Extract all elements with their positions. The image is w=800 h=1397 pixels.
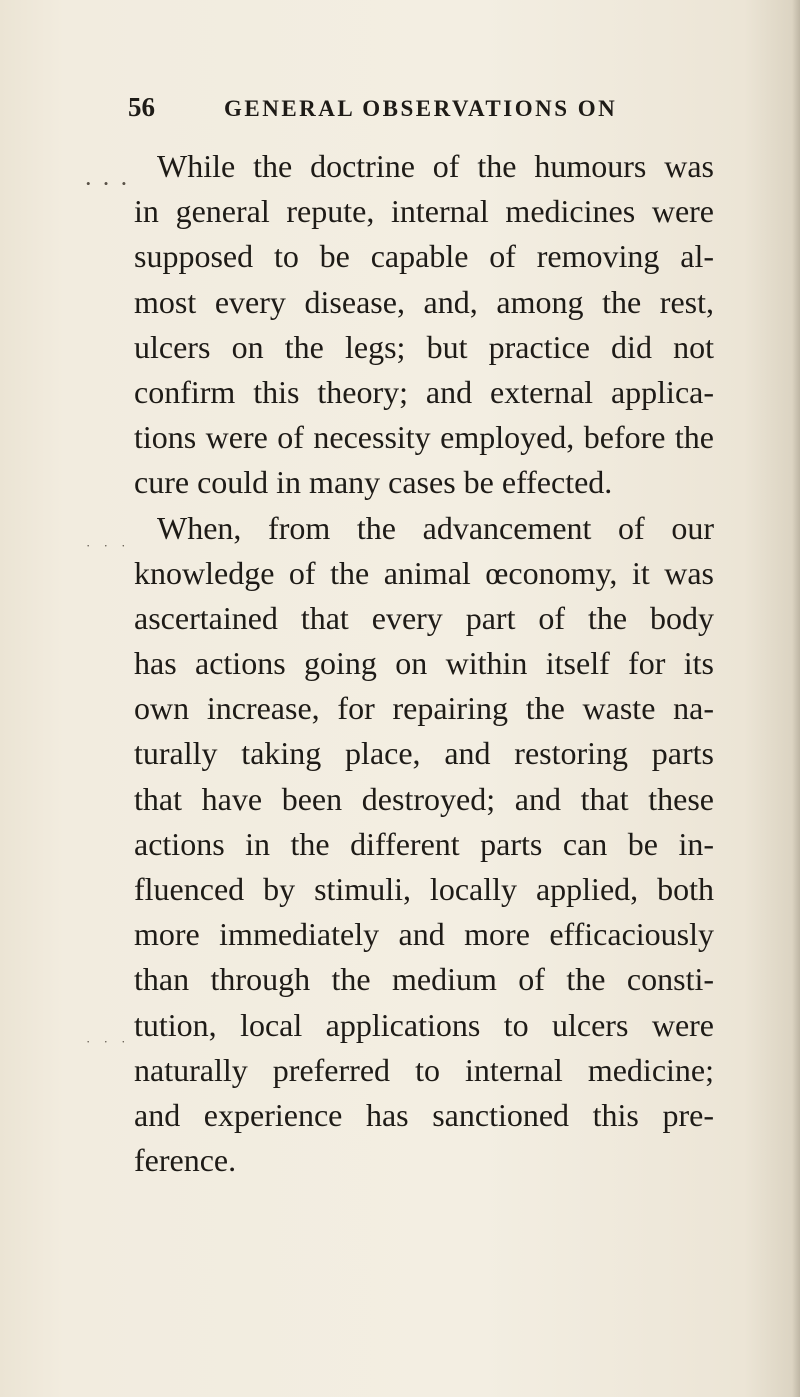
- text-line: own increase, for repairing the waste na-: [134, 690, 714, 727]
- text-line: tution, local applications to ulcers were: [134, 1006, 714, 1043]
- page-edge-shadow: [792, 0, 800, 1397]
- text-line: actions in the different parts can be in-: [134, 825, 714, 862]
- text-line: more immediately and more efficaciously: [134, 916, 714, 953]
- text-line: than through the medium of the consti-: [134, 961, 714, 998]
- text-line: knowledge of the animal œconomy, it was: [134, 554, 714, 591]
- text-line: When, from the advancement of our: [157, 509, 714, 546]
- text-line: has actions going on within itself for its: [134, 645, 714, 682]
- body-text: [134, 144, 714, 1183]
- text-line: supposed to be capable of removing al-: [134, 238, 714, 275]
- running-head-title: GENERAL OBSERVATIONS ON: [224, 96, 618, 121]
- text-line: ascertained that every part of the body: [134, 599, 714, 636]
- running-head: [128, 92, 688, 128]
- page-number: 56: [128, 92, 155, 122]
- text-line: cure could in many cases be effected.: [134, 464, 613, 501]
- margin-mark: · · ·: [86, 538, 131, 553]
- text-line: most every disease, and, among the rest,: [134, 283, 714, 320]
- text-line: that have been destroyed; and that these: [134, 780, 714, 817]
- margin-mark: • • •: [86, 176, 132, 191]
- text-line: While the doctrine of the humours was: [157, 148, 714, 184]
- margin-mark: · · ·: [86, 1034, 131, 1049]
- text-line: ference.: [134, 1142, 237, 1179]
- text-line: naturally preferred to internal medicine;: [134, 1051, 714, 1088]
- text-line: ulcers on the legs; but practice did not: [134, 328, 714, 365]
- text-line: tions were of necessity employed, before the: [134, 419, 714, 456]
- text-line: confirm this theory; and external applica-: [134, 373, 714, 410]
- text-line: turally taking place, and restoring parts: [134, 735, 714, 772]
- text-line: in general repute, internal medicines were: [134, 193, 714, 230]
- text-line: and experience has sanctioned this pre-: [134, 1096, 714, 1133]
- text-line: fluenced by stimuli, locally applied, both: [134, 871, 714, 907]
